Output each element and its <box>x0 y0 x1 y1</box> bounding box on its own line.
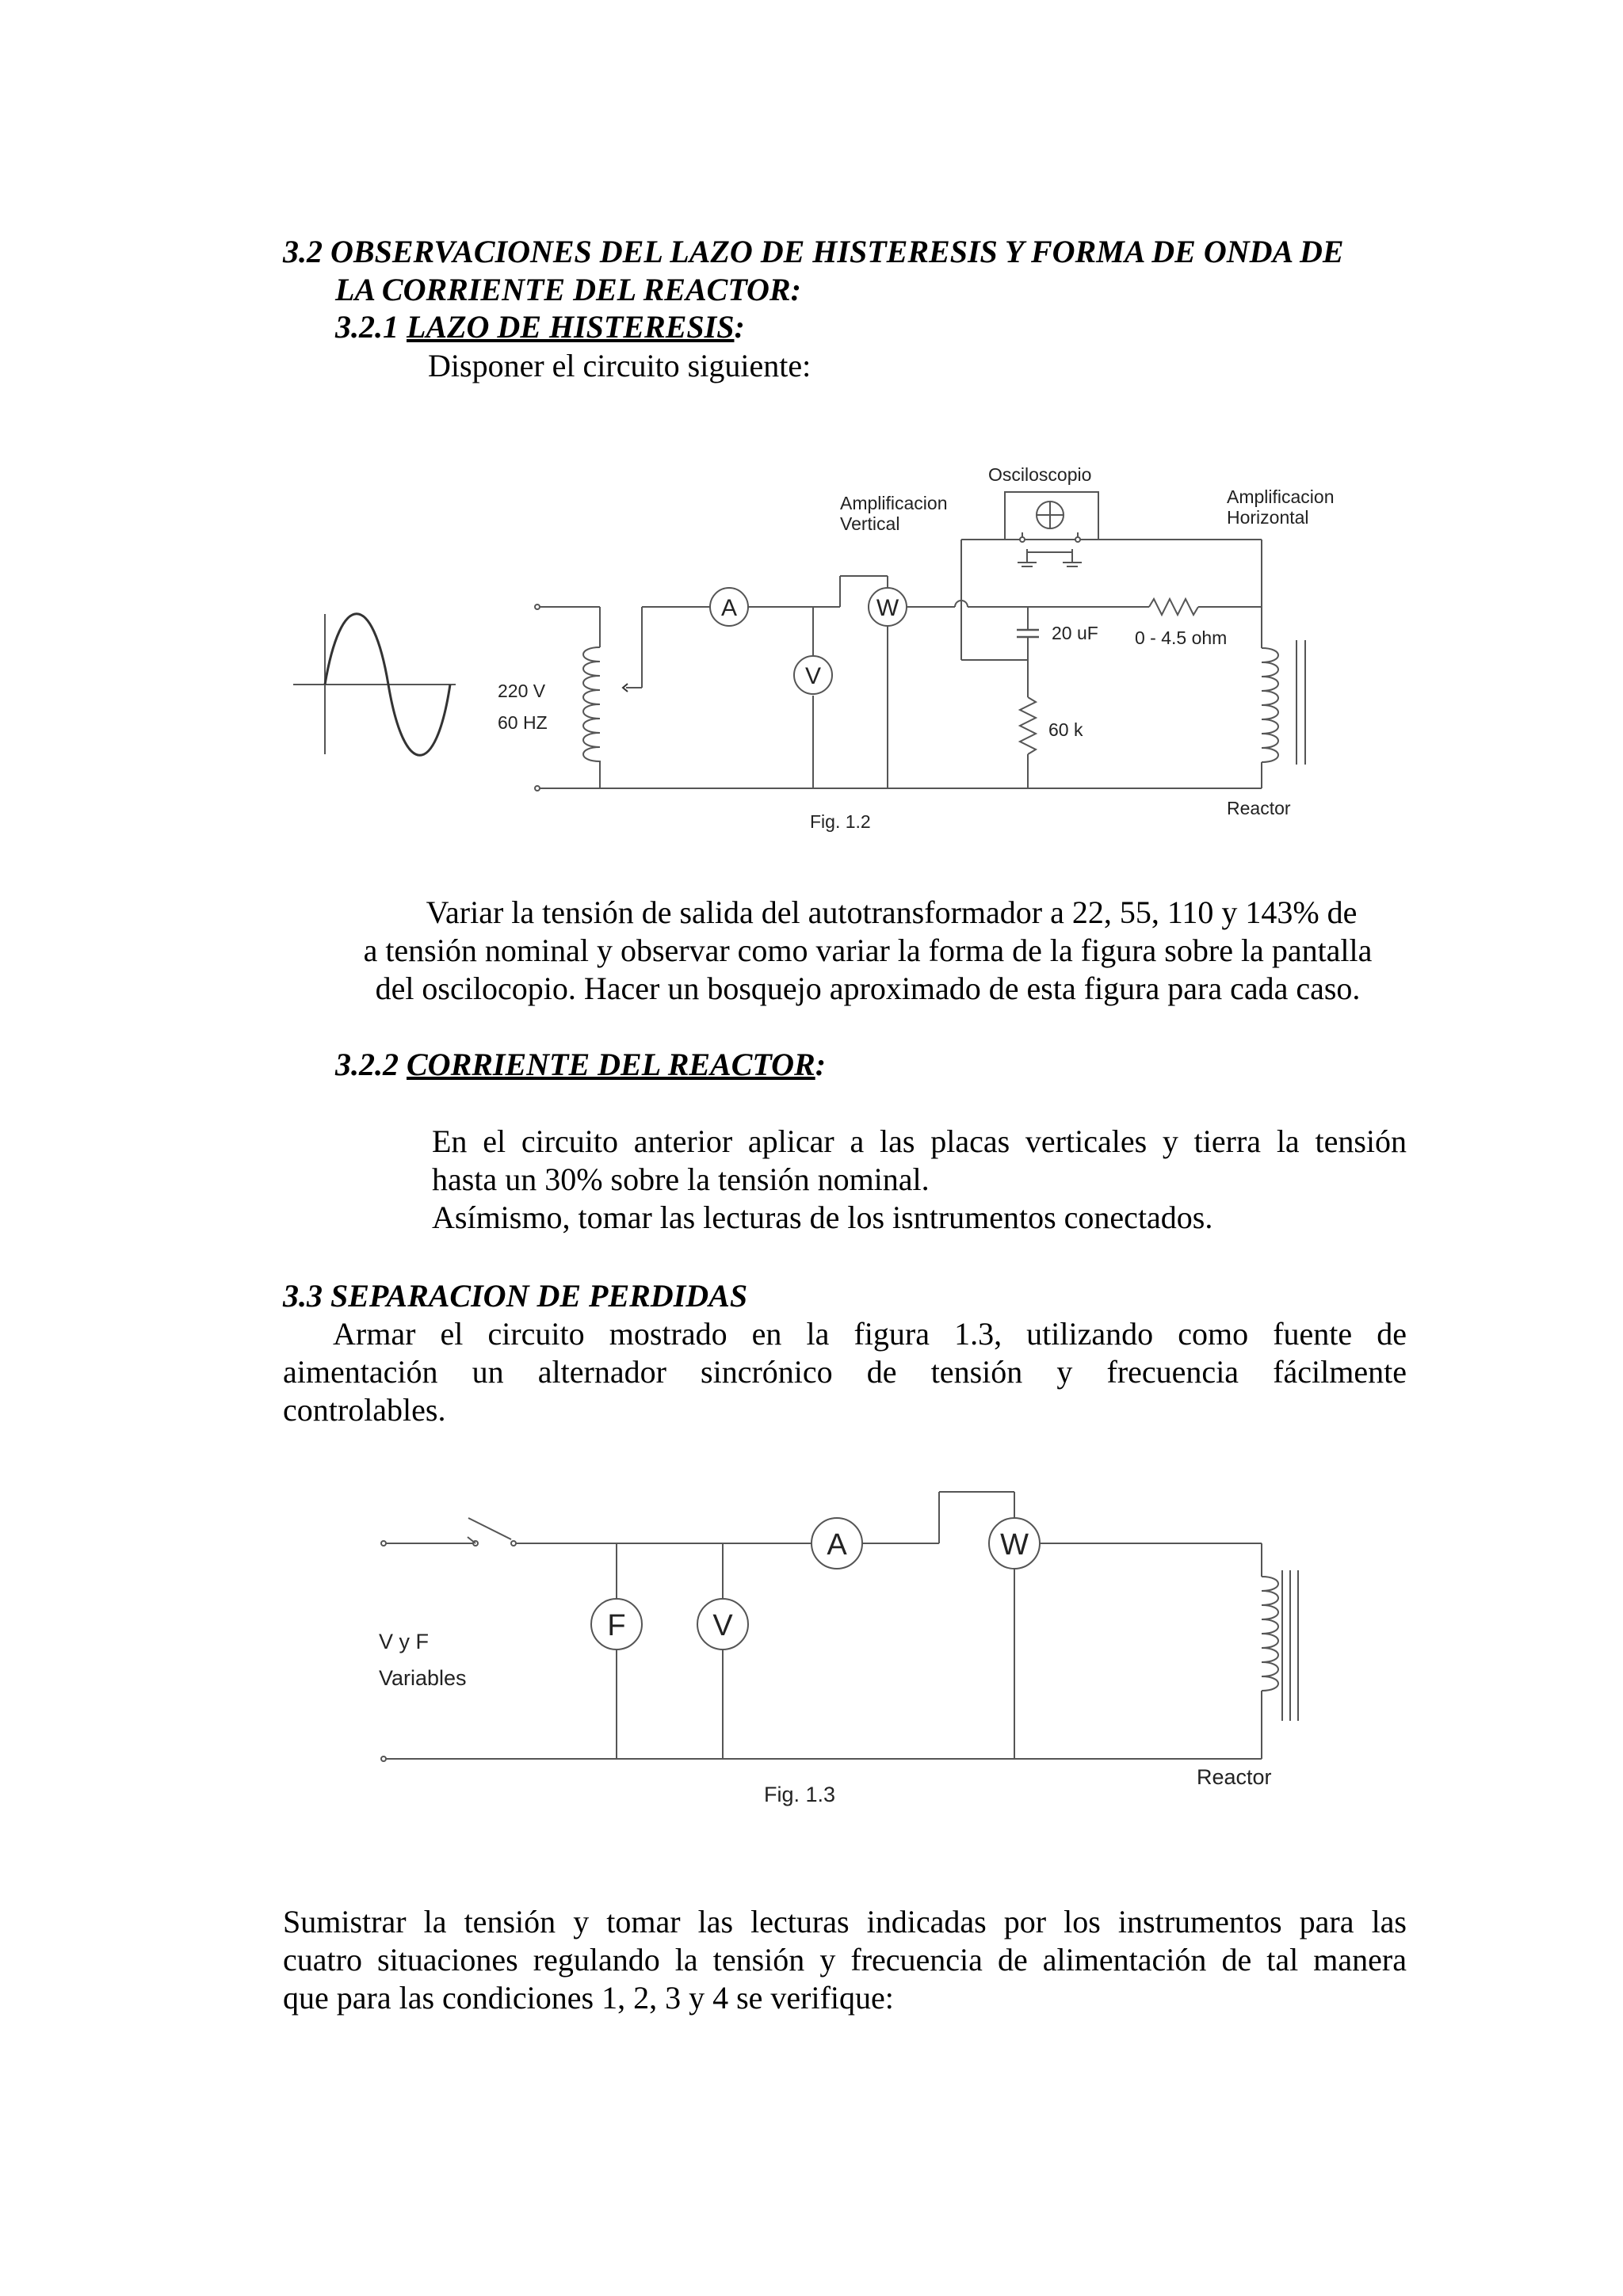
source-frequency-label: 60 HZ <box>498 712 548 733</box>
rheostat-symbol <box>1149 599 1198 615</box>
loss-line-1: Armar el circuito mostrado en la figura 1.3, utilizando como fuente de <box>333 1316 1407 1352</box>
loss-separation-instructions <box>283 1315 1407 1429</box>
reactor-current-line-3: Asímismo, tomar las lecturas de los isntrumentos conectados. <box>432 1199 1213 1235</box>
closing-instructions <box>283 1903 1407 2017</box>
subsection-number: 3.2.1 <box>335 309 407 345</box>
wattmeter-label: W <box>876 595 899 621</box>
subsection-title: CORRIENTE DEL REACTOR <box>407 1047 815 1082</box>
loss-line-3: controlables. <box>283 1392 446 1428</box>
ammeter-label-2: A <box>827 1528 847 1562</box>
reactor-coil <box>1262 648 1278 762</box>
autotransformer-coil <box>583 647 600 761</box>
circuit-intro: Disponer el circuito siguiente: <box>428 348 812 383</box>
amp-horizontal-label-2: Horizontal <box>1227 507 1309 528</box>
rheostat-label: 0 - 4.5 ohm <box>1135 627 1228 648</box>
reactor-coil-2 <box>1262 1577 1278 1691</box>
section-3-3-heading: 3.3 SEPARACION DE PERDIDAS <box>283 1278 748 1314</box>
loss-line-2: aimentación un alternador sincrónico de tensión y frecuencia fácilmente <box>283 1354 1407 1390</box>
wattmeter-label-2: W <box>1000 1528 1029 1562</box>
amp-vertical-label-1: Amplificacion <box>840 493 948 513</box>
section-3-2-heading-line1: 3.2 OBSERVACIONES DEL LAZO DE HISTERESIS Y FORMA DE ONDA DE <box>283 234 1344 269</box>
figure-1-2-circuit <box>0 0 1623 871</box>
hysteresis-line-1: Variar la tensión de salida del autotransformador a 22, 55, 110 y 143% de <box>426 894 1358 930</box>
subsection-3-2-2-heading <box>335 1046 826 1083</box>
reactor-current-line-1: En el circuito anterior aplicar a las placas verticales y tierra la tensión <box>432 1123 1407 1159</box>
reactor-current-instructions <box>432 1123 1407 1237</box>
subsection-title: LAZO DE HISTERESIS <box>407 309 735 345</box>
reactor-current-line-2: hasta un 30% sobre la tensión nominal. <box>432 1161 930 1197</box>
voltmeter-label: V <box>804 663 822 689</box>
subsection-colon: : <box>734 309 745 345</box>
switch-blade <box>468 1518 511 1539</box>
hysteresis-line-3: del oscilocopio. Hacer un bosquejo aproximado de esta figura para cada caso. <box>375 971 1361 1006</box>
resistor-label: 60 k <box>1048 719 1083 740</box>
voltmeter-label-2: V <box>712 1609 733 1642</box>
hysteresis-instructions <box>333 894 1403 1008</box>
reactor-label-2: Reactor <box>1197 1765 1272 1789</box>
oscilloscope-label: Osciloscopio <box>988 464 1092 485</box>
closing-line-3: que para las condiciones 1, 2, 3 y 4 se verifique: <box>283 1980 894 2016</box>
hysteresis-line-2: a tensión nominal y observar como variar la forma de la figura sobre la pantalla <box>363 933 1373 968</box>
ammeter-label: A <box>720 595 738 621</box>
closing-line-1: Sumistrar la tensión y tomar las lecturas indicadas por los instrumentos para las <box>283 1904 1407 1939</box>
amp-horizontal-label-1: Amplificacion <box>1227 486 1335 507</box>
capacitor-label: 20 uF <box>1052 623 1098 643</box>
figure-1-3-circuit <box>0 1466 1623 1822</box>
closing-line-2: cuatro situaciones regulando la tensión y frecuencia de alimentación de tal manera <box>283 1942 1407 1978</box>
subsection-number: 3.2.2 <box>335 1047 407 1082</box>
reactor-label: Reactor <box>1227 798 1291 818</box>
subsection-colon: : <box>815 1047 827 1082</box>
section-3-2-heading-line2: LA CORRIENTE DEL REACTOR: <box>335 272 801 307</box>
figure-1-2-caption: Fig. 1.2 <box>810 811 871 832</box>
amp-vertical-label-2: Vertical <box>840 513 900 534</box>
source-label-line1: V y F <box>379 1630 430 1653</box>
source-label-line2: Variables <box>379 1666 467 1690</box>
source-voltage-label: 220 V <box>498 681 546 701</box>
resistor-60k-symbol <box>1020 697 1036 754</box>
frequency-meter-label: F <box>607 1609 626 1642</box>
figure-1-3-caption: Fig. 1.3 <box>764 1783 836 1806</box>
